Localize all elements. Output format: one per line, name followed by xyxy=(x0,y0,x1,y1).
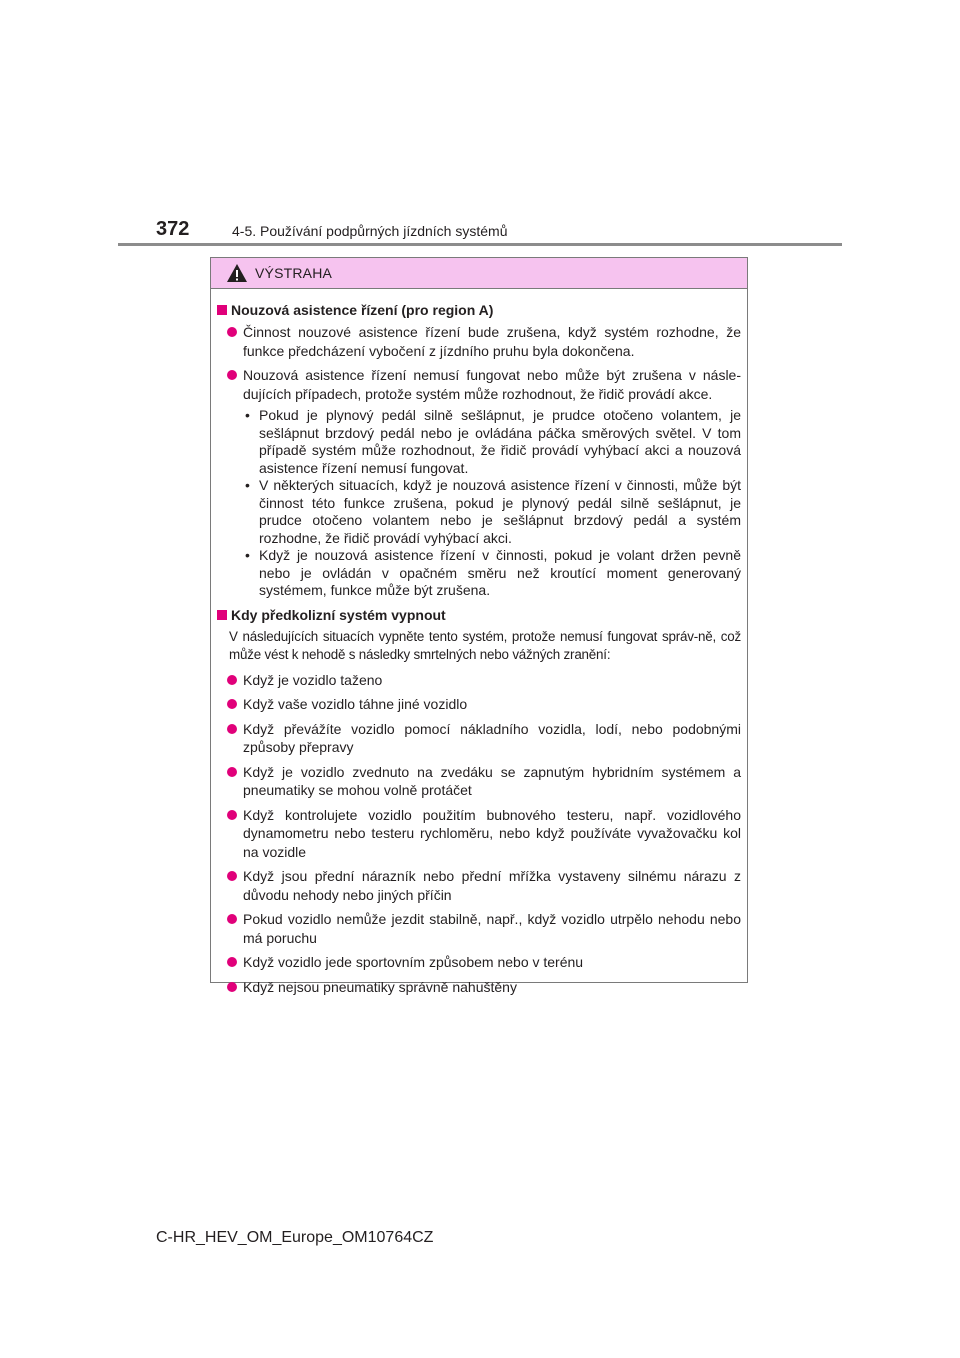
section-heading-text: Kdy předkolizní systém vypnout xyxy=(231,606,446,623)
list-item xyxy=(217,953,741,972)
list-item xyxy=(217,763,741,800)
warning-body xyxy=(211,289,747,996)
round-bullet-icon xyxy=(227,675,237,685)
round-bullet-icon xyxy=(227,914,237,924)
list-item xyxy=(217,323,741,360)
square-bullet-icon xyxy=(217,305,227,315)
warning-box xyxy=(210,257,748,995)
list-item-text: Činnost nouzové asistence řízení bude zrušena, když systém rozhodne, že funkce předcházení vybočení z jízdního pruhu byla dokončena. xyxy=(243,324,741,359)
round-bullet-icon xyxy=(227,724,237,734)
round-bullet-icon xyxy=(227,957,237,967)
sub-list-item xyxy=(217,407,741,477)
sub-list-item-text: V některých situacích, když je nouzová asistence řízení v činnosti, může být činnost této funkce zrušena, pokud je plynový pedál silně sešlápnut, je prudce otočeno volantem nebo je sešlápnut brzdový pedál a systém rozhodne, že řidič provádí vyhýbací akci. xyxy=(259,477,741,546)
list-item xyxy=(217,671,741,690)
warning-header xyxy=(211,258,747,289)
sub-bullet-marker: • xyxy=(245,407,250,423)
sub-bullet-marker: • xyxy=(245,547,250,563)
chapter-title: 4-5. Používání podpůrných jízdních systémů xyxy=(232,223,508,239)
list-item-text: Když je vozidlo taženo xyxy=(243,671,383,688)
list-item-text: Pokud vozidlo nemůže jezdit stabilně, např., když vozidlo utrpělo nehodu nebo má poruchu xyxy=(243,911,741,946)
round-bullet-icon xyxy=(227,810,237,820)
sub-list-item-text: Když je nouzová asistence řízení v činnosti, pokud je volant držen pevně nebo je ovládán v opačném směru než kroutící moment generovaný systémem, funkce může být zrušena. xyxy=(259,547,741,598)
list-item-text: Když je vozidlo zvednuto na zvedáku se zapnutým hybridním systémem a pneumatiky se mohou volně protáčet xyxy=(243,763,741,798)
list-item-text: Když vaše vozidlo táhne jiné vozidlo xyxy=(243,696,468,712)
section-heading-disable-precollision xyxy=(217,606,741,624)
sub-list-item-text: Pokud je plynový pedál silně sešlápnut, je prudce otočeno volantem, je sešlápnut brzdový pedál nebo je ovládána páčka směrových světel. V tom případě systém může rozhodnout, že řidič provádí vyhýbací akci a nouzová asistence řízení nemusí fungovat. xyxy=(259,407,741,476)
section-heading-emergency-steering xyxy=(217,301,741,319)
section-heading-text: Nouzová asistence řízení (pro region A) xyxy=(231,302,494,318)
list-item xyxy=(217,720,741,757)
header-divider xyxy=(118,243,842,246)
document-id: C-HR_HEV_OM_Europe_OM10764CZ xyxy=(156,1229,434,1246)
list-item xyxy=(217,806,741,862)
round-bullet-icon xyxy=(227,327,237,337)
section-intro: V následujících situacích vypněte tento systém, protože nemusí fungovat správ-ně, což může vést k nehodě s následky smrtelných nebo vážných zranění: xyxy=(229,628,741,662)
sub-bullet-marker: • xyxy=(245,477,250,493)
list-item xyxy=(217,695,741,714)
round-bullet-icon xyxy=(227,370,237,380)
list-item-text: Když nejsou pneumatiky správně nahuštěny xyxy=(243,978,517,995)
list-item-text: Když kontrolujete vozidlo použitím bubnového testeru, např. vozidlového dynamometru nebo testeru rychloměru, nebo když používáte vyvažovačku kol na vozidle xyxy=(243,806,741,860)
page-number: 372 xyxy=(156,218,190,240)
round-bullet-icon xyxy=(227,982,237,992)
warning-label: VÝSTRAHA xyxy=(255,265,333,281)
list-item xyxy=(217,366,741,403)
square-bullet-icon xyxy=(217,610,227,620)
round-bullet-icon xyxy=(227,699,237,709)
list-item-text: Když převážíte vozidlo pomocí nákladního vozidla, lodí, nebo podobnými způsoby přepravy xyxy=(243,720,741,755)
warning-triangle-icon xyxy=(226,263,248,283)
sub-list-item xyxy=(217,547,741,600)
round-bullet-icon xyxy=(227,871,237,881)
list-item xyxy=(217,867,741,904)
round-bullet-icon xyxy=(227,767,237,777)
list-item-text: Nouzová asistence řízení nemusí fungovat nebo může být zrušena v násle-dujících případech, protože systém může rozhodnout, že řidič provádí akce. xyxy=(243,367,741,402)
sub-list-item xyxy=(217,477,741,547)
list-item-text: Když vozidlo jede sportovním způsobem nebo v terénu xyxy=(243,954,584,970)
list-item-text: Když jsou přední nárazník nebo přední mřížka vystaveny silnému nárazu z důvodu nehody nebo jiných příčin xyxy=(243,868,741,903)
list-item xyxy=(217,910,741,947)
list-item xyxy=(217,978,741,997)
